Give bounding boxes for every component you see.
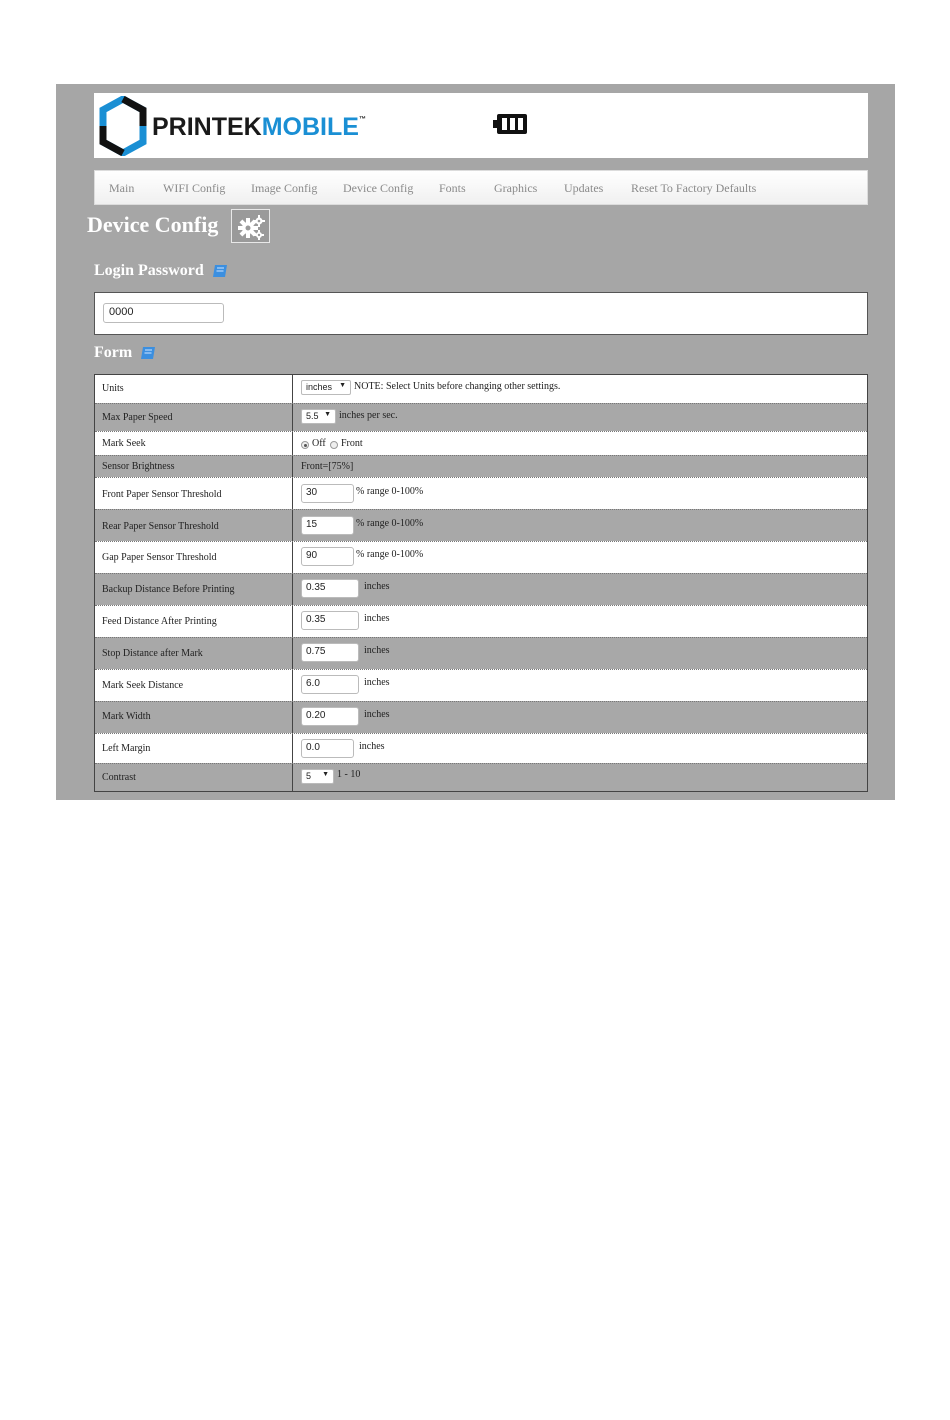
table-row <box>95 637 867 669</box>
unit-label: inches <box>364 677 390 688</box>
unit-label: inches per sec. <box>339 410 398 421</box>
row-label: Max Paper Speed <box>102 412 173 423</box>
unit-label: % range 0-100% <box>356 549 424 560</box>
unit-label: inches <box>364 581 390 592</box>
front-threshold-input[interactable]: 30 <box>301 484 354 503</box>
radio-label-off: Off <box>312 438 326 449</box>
mark-seek-front-radio[interactable] <box>330 441 338 449</box>
mark-seek-distance-input[interactable]: 6.0 <box>301 675 359 694</box>
stop-distance-input[interactable]: 0.75 <box>301 643 359 662</box>
table-row <box>95 477 867 509</box>
backup-distance-input[interactable]: 0.35 <box>301 579 359 598</box>
main-nav <box>94 170 868 205</box>
printek-logo-mark <box>97 96 149 156</box>
page-frame <box>56 84 895 800</box>
table-row <box>95 375 867 403</box>
login-password-panel <box>94 292 868 335</box>
contrast-select[interactable]: 5 ▼ <box>301 769 334 784</box>
table-row <box>95 605 867 637</box>
table-row <box>95 701 867 733</box>
sensor-brightness-value: Front=[75%] <box>301 461 354 472</box>
page-title: Device Config <box>87 212 219 237</box>
printek-logo <box>97 96 387 156</box>
table-row <box>95 541 867 573</box>
table-row <box>95 431 867 455</box>
unit-label: inches <box>364 613 390 624</box>
row-label: Feed Distance After Printing <box>102 616 217 627</box>
max-paper-speed-select[interactable]: 5.5 ▼ <box>301 409 336 424</box>
row-label: Front Paper Sensor Threshold <box>102 489 222 500</box>
password-input[interactable]: 0000 <box>103 303 224 323</box>
gap-threshold-input[interactable]: 90 <box>301 547 354 566</box>
table-row <box>95 763 867 791</box>
help-book-icon[interactable] <box>212 264 228 278</box>
login-password-heading: Login Password <box>94 262 228 280</box>
logo-text: PRINTEKMOBILE™ <box>152 113 366 141</box>
gear-icon <box>237 214 265 240</box>
table-row <box>95 733 867 763</box>
dropdown-arrow-icon: ▼ <box>324 411 331 418</box>
table-row <box>95 455 867 477</box>
row-label: Units <box>102 383 124 394</box>
row-label: Mark Seek <box>102 438 146 449</box>
nav-image-config[interactable]: Image Config <box>251 181 318 195</box>
table-row <box>95 403 867 431</box>
nav-reset-defaults[interactable]: Reset To Factory Defaults <box>631 181 757 195</box>
row-label: Stop Distance after Mark <box>102 648 203 659</box>
nav-wifi-config[interactable]: WIFI Config <box>163 181 226 195</box>
row-label: Backup Distance Before Printing <box>102 584 235 595</box>
nav-updates[interactable]: Updates <box>564 181 604 195</box>
battery-icon <box>493 113 529 135</box>
nav-main[interactable]: Main <box>109 181 135 195</box>
rear-threshold-input[interactable]: 15 <box>301 516 354 535</box>
table-row <box>95 573 867 605</box>
unit-label: inches <box>364 645 390 656</box>
row-label: Mark Width <box>102 711 151 722</box>
unit-label: 1 - 10 <box>337 769 361 780</box>
help-book-icon[interactable] <box>140 346 156 360</box>
settings-button[interactable] <box>231 209 270 243</box>
feed-distance-input[interactable]: 0.35 <box>301 611 359 630</box>
table-row <box>95 509 867 541</box>
header-banner <box>94 93 868 158</box>
radio-label-front: Front <box>341 438 363 449</box>
left-margin-input[interactable]: 0.0 <box>301 739 354 758</box>
mark-width-input[interactable]: 0.20 <box>301 707 359 726</box>
row-label: Sensor Brightness <box>102 461 175 472</box>
unit-label: % range 0-100% <box>356 486 424 497</box>
nav-fonts[interactable]: Fonts <box>439 181 466 195</box>
mark-seek-off-radio[interactable] <box>301 441 309 449</box>
nav-device-config[interactable]: Device Config <box>343 181 414 195</box>
dropdown-arrow-icon: ▼ <box>339 382 346 389</box>
row-label: Contrast <box>102 772 136 783</box>
row-label: Rear Paper Sensor Threshold <box>102 521 219 532</box>
row-label: Left Margin <box>102 743 151 754</box>
unit-label: % range 0-100% <box>356 518 424 529</box>
row-label: Gap Paper Sensor Threshold <box>102 552 217 563</box>
unit-label: inches <box>364 709 390 720</box>
table-row <box>95 669 867 701</box>
units-select[interactable]: inches ▼ <box>301 380 351 395</box>
row-label: Mark Seek Distance <box>102 680 184 691</box>
dropdown-arrow-icon: ▼ <box>322 771 329 778</box>
unit-label: inches <box>359 741 385 752</box>
nav-graphics[interactable]: Graphics <box>494 181 538 195</box>
form-heading: Form <box>94 344 156 362</box>
form-table <box>94 374 868 792</box>
units-note: NOTE: Select Units before changing other settings. <box>354 381 561 392</box>
